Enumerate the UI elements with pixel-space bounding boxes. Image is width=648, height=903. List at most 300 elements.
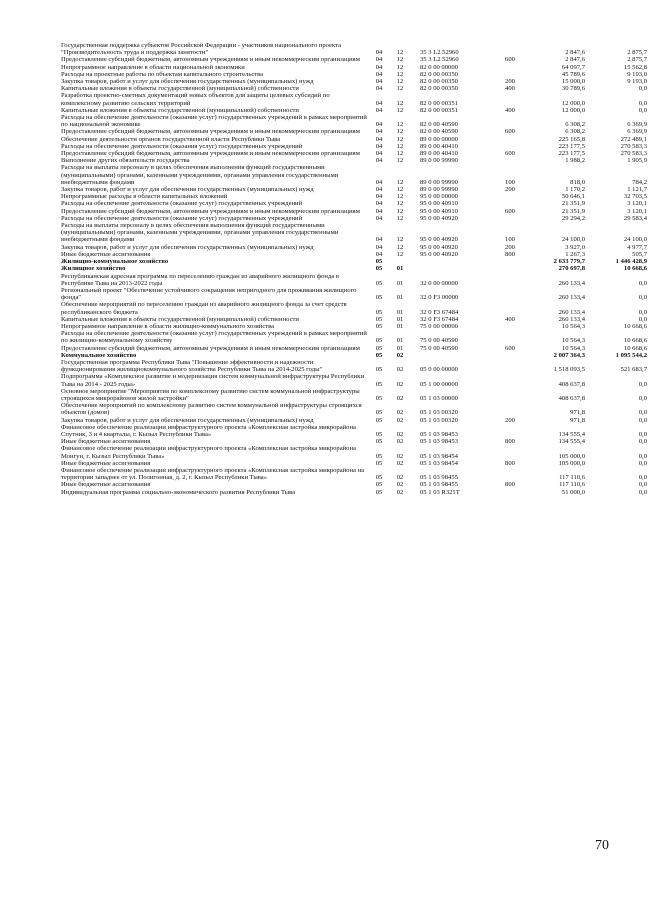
row-name: Республиканская адресная программа по переселению граждан из аварийного жилищного фонда в Республике Тыва на 2013-2022 годы	[61, 272, 340, 287]
row-sum-year-1: 2 007 364,3	[553, 351, 585, 359]
row-expense-type	[496, 445, 524, 459]
row-expense-type: 600	[505, 128, 515, 136]
row-expense-type: 800	[505, 481, 515, 489]
row-subsection: 01	[396, 308, 404, 316]
row-sum-year-2: 2 875,7	[627, 56, 647, 64]
table-row	[60, 273, 648, 287]
row-name: Закупка товаров, работ и услуг для обеспечения государственных (муниципальных) нужд	[61, 243, 314, 251]
row-name: Разработка проектно-сметных документаций новых объектов для защиты целевых субсидий по комплексному развитию сельских территорий	[61, 92, 330, 107]
row-target-article: 05 1 03 00320	[420, 416, 458, 424]
row-target-article: 95 0 00 00000	[420, 193, 458, 201]
row-sum-year-1: 10 564,3	[561, 344, 585, 352]
row-sum-year-1: 1 267,3	[565, 250, 585, 258]
row-section: 04	[375, 121, 383, 129]
row-section: 05	[375, 315, 383, 323]
row-section: 04	[375, 250, 383, 258]
row-name: Расходы на обеспечение деятельности (оказание услуг) государственных учреждений	[61, 214, 303, 222]
row-expense-type	[496, 258, 524, 265]
row-sum-year-1: 971,8	[570, 416, 585, 424]
row-section: 05	[375, 438, 383, 446]
row-sum-year-2: 32 703,5	[623, 193, 647, 201]
table-row	[60, 251, 648, 258]
row-target-article: 89 0 00 40410	[420, 150, 458, 158]
row-sum-year-2: 1 905,9	[627, 157, 647, 165]
row-section: 05	[375, 416, 383, 424]
row-sum-year-2: 521 683,7	[620, 366, 647, 374]
row-name: Предоставление субсидий бюджетным, автономным учреждениям и иным некоммерческим организациям	[61, 207, 360, 215]
row-expense-type: 100	[505, 178, 515, 186]
row-subsection: 01	[396, 322, 404, 330]
row-subsection: 12	[396, 49, 404, 57]
row-name: Выполнение других обязательств государства	[61, 157, 190, 165]
row-sum-year-2: 10 668,6	[623, 337, 647, 345]
row-expense-type: 600	[505, 344, 515, 352]
row-subsection: 02	[396, 380, 404, 388]
row-section: 05	[375, 474, 383, 482]
row-section: 05	[375, 279, 383, 287]
row-target-article: 05 1 03 00320	[420, 409, 458, 417]
row-section: 05	[375, 322, 383, 330]
row-sum-year-1: 21 351,9	[561, 200, 585, 208]
row-sum-year-1: 1 518 093,5	[553, 366, 585, 374]
row-target-article: 89 0 00 99990	[420, 186, 458, 194]
row-sum-year-2: 3 120,1	[627, 207, 647, 215]
row-name: Закупка товаров, работ и услуг для обеспечения государственных (муниципальных) нужд	[61, 78, 314, 86]
row-sum-year-1: 51 000,0	[561, 488, 585, 496]
row-section: 04	[375, 56, 383, 64]
row-expense-type	[496, 42, 524, 56]
row-sum-year-2: 0,0	[638, 459, 647, 467]
row-target-article	[410, 258, 496, 265]
row-name: Непрограммные расходы в области капитальных вложений	[61, 193, 228, 201]
row-expense-type: 200	[505, 186, 515, 194]
table-row	[60, 323, 648, 330]
row-subsection: 02	[396, 409, 404, 417]
row-expense-type: 800	[505, 250, 515, 258]
row-sum-year-1: 225 165,8	[558, 135, 585, 143]
row-name: Обеспечение мероприятий по переселению граждан из аварийного жилищного фонда за счет средств республиканского бюджета	[61, 301, 347, 316]
row-name: Финансовое обеспечение реализации инфраструктурного проекта «Комплексная застройка микрорайона Монгун, г. Кызыл Республики Тыва»	[61, 445, 356, 460]
row-target-article: 82 0 00 00350	[420, 78, 458, 86]
row-name: Финансовое обеспечение реализации инфраструктурного проекта «Комплексная застройка микрорайона Спутник, 3 и 4 кварталы, г. Кызыл Республики Тыва»	[61, 423, 356, 438]
row-target-article: 35 3 L2 52960	[420, 56, 459, 64]
row-sum-year-2: 9 193,0	[627, 78, 647, 86]
row-expense-type	[496, 323, 524, 330]
row-section: 04	[375, 70, 383, 78]
row-sum-year-1: 270 697,8	[558, 265, 585, 273]
row-sum-year-2: 0,0	[638, 409, 647, 417]
table-row	[60, 56, 648, 63]
row-expense-type	[496, 402, 524, 416]
row-section: 04	[375, 135, 383, 143]
row-name: Иные бюджетные ассигнования	[61, 250, 151, 258]
row-expense-type	[496, 352, 524, 359]
row-section: 05	[375, 459, 383, 467]
row-sum-year-1: 2 847,6	[565, 49, 585, 57]
row-sum-year-2: 24 100,0	[623, 236, 647, 244]
row-section: 04	[375, 236, 383, 244]
row-sum-year-1: 3 927,0	[565, 243, 585, 251]
row-sum-year-1: 260 133,4	[558, 315, 585, 323]
table-row	[60, 489, 648, 496]
row-expense-type	[496, 215, 524, 222]
row-expense-type	[496, 64, 524, 71]
row-name: Расходы на обеспечение деятельности (оказание услуг) государственных учреждений в рамках мероприятий по жилищно-коммунальному хозяйству	[61, 330, 367, 345]
row-name: Подпрограмма «Комплексное развитие и модернизация систем коммунальной инфраструктуры Республики Тыва на 2014 - 2025 годы»	[61, 373, 364, 388]
row-subsection: 12	[396, 128, 404, 136]
table-row	[60, 388, 648, 402]
table-row	[60, 244, 648, 251]
row-sum-year-2: 9 193,0	[627, 70, 647, 78]
table-row	[60, 78, 648, 85]
row-section: 05	[375, 366, 383, 374]
table-row	[60, 107, 648, 114]
row-section: 05	[375, 265, 383, 273]
row-sum-year-1: 134 555,4	[558, 438, 585, 446]
row-name: Непрограммное направление в области национальной экономики	[61, 63, 245, 71]
row-subsection: 12	[396, 150, 404, 158]
row-section: 04	[375, 186, 383, 194]
table-row	[60, 215, 648, 222]
row-sum-year-2: 0,0	[638, 99, 647, 107]
row-sum-year-2: 0,0	[638, 430, 647, 438]
row-target-article: 82 0 00 00351	[420, 106, 458, 114]
row-sum-year-2: 10 668,6	[623, 322, 647, 330]
row-subsection: 12	[396, 186, 404, 194]
table-row	[60, 481, 648, 488]
row-section: 05	[375, 481, 383, 489]
row-name: Жилищное хозяйство	[61, 265, 126, 273]
row-name: Предоставление субсидий бюджетным, автономным учреждениям и иным некоммерческим организациям	[61, 344, 360, 352]
row-subsection: 01	[396, 265, 404, 273]
row-target-article: 82 0 00 00350	[420, 85, 458, 93]
row-subsection: 12	[396, 207, 404, 215]
row-name: Обеспечение деятельности органов государственной власти Республики Тыва	[61, 135, 281, 143]
row-expense-type: 100	[505, 236, 515, 244]
row-expense-type	[496, 71, 524, 78]
row-section: 04	[375, 200, 383, 208]
row-expense-type	[496, 359, 524, 373]
row-subsection: 12	[396, 142, 404, 150]
row-target-article: 82 0 00 00350	[420, 70, 458, 78]
row-sum-year-2: 1 121,7	[627, 186, 647, 194]
row-subsection: 02	[396, 430, 404, 438]
row-expense-type	[496, 287, 524, 301]
row-target-article: 89 0 00 00000	[420, 135, 458, 143]
row-sum-year-2: 272 489,1	[620, 135, 647, 143]
row-sum-year-1: 6 308,2	[565, 128, 585, 136]
row-name: Предоставление субсидий бюджетным, автономным учреждениям и иным некоммерческим организациям	[61, 128, 360, 136]
row-subsection: 12	[396, 63, 404, 71]
table-row	[60, 150, 648, 157]
row-sum-year-2: 0,0	[638, 481, 647, 489]
row-sum-year-2: 29 583,4	[623, 214, 647, 222]
table-row	[60, 316, 648, 323]
row-sum-year-2: 0,0	[638, 438, 647, 446]
row-subsection: 12	[396, 200, 404, 208]
row-name: Иные бюджетные ассигнования	[61, 438, 151, 446]
row-sum-year-1: 30 789,6	[561, 85, 585, 93]
row-section: 05	[375, 344, 383, 352]
row-target-article: 32 0 F3 00000	[420, 294, 459, 302]
row-sum-year-1: 50 646,1	[561, 193, 585, 201]
row-sum-year-2: 15 562,8	[623, 63, 647, 71]
row-sum-year-2: 0,0	[638, 452, 647, 460]
row-target-article: 89 0 00 99990	[420, 157, 458, 165]
budget-table	[60, 42, 648, 496]
row-expense-type	[496, 273, 524, 287]
row-sum-year-1: 21 351,9	[561, 207, 585, 215]
table-row	[60, 114, 648, 128]
row-expense-type: 200	[505, 243, 515, 251]
row-target-article: 05 1 03 98454	[420, 459, 458, 467]
row-target-article: 05 1 00 00000	[420, 380, 458, 388]
row-sum-year-1: 408 637,8	[558, 394, 585, 402]
row-section: 04	[375, 157, 383, 165]
row-section: 05	[375, 258, 383, 266]
row-name: Расходы на выплаты персоналу в целях обеспечения выполнения функций государственными (муниципальными) органами, казенными учреждениями, органами управления государственными внебюджетными фондами	[61, 164, 339, 186]
row-name: Иные бюджетные ассигнования	[61, 459, 151, 467]
row-sum-year-1: 105 000,0	[558, 459, 585, 467]
row-subsection: 12	[396, 56, 404, 64]
table-row	[60, 424, 648, 438]
row-section: 04	[375, 99, 383, 107]
row-section: 04	[375, 178, 383, 186]
row-expense-type	[496, 388, 524, 402]
row-expense-type	[496, 467, 524, 481]
row-sum-year-2: 0,0	[638, 474, 647, 482]
row-name: Индивидуальная программа социально-экономического развития Республики Тыва	[61, 488, 296, 496]
row-sum-year-1: 64 097,7	[561, 63, 585, 71]
row-section: 05	[375, 337, 383, 345]
table-row	[60, 208, 648, 215]
row-subsection: 12	[396, 178, 404, 186]
row-target-article: 05 1 03 98454	[420, 452, 458, 460]
row-target-article: 05 1 03 98455	[420, 481, 458, 489]
row-sum-year-1: 117 110,6	[559, 481, 585, 489]
row-name: Коммунальное хозяйство	[61, 351, 137, 359]
row-sum-year-2: 270 583,3	[620, 150, 647, 158]
row-target-article: 32 0 00 00000	[420, 279, 458, 287]
table-row	[60, 345, 648, 352]
table-row	[60, 157, 648, 164]
row-name: Расходы на обеспечение деятельности (оказание услуг) государственных учреждений в рамках мероприятий по национальной экономике	[61, 114, 367, 129]
row-sum-year-1: 260 133,4	[558, 279, 585, 287]
row-sum-year-1: 117 110,6	[559, 474, 585, 482]
row-expense-type: 200	[505, 78, 515, 86]
row-target-article: 82 0 00 40590	[420, 128, 458, 136]
row-section: 04	[375, 150, 383, 158]
row-target-article: 05 1 03 R321T	[420, 488, 460, 496]
row-sum-year-1: 223 177,5	[558, 150, 585, 158]
row-sum-year-1: 1 170,2	[565, 186, 585, 194]
row-target-article: 32 0 F3 67484	[420, 308, 459, 316]
row-sum-year-1: 223 177,5	[558, 142, 585, 150]
row-expense-type: 200	[505, 416, 515, 424]
table-row	[60, 258, 648, 265]
row-sum-year-2: 10 668,6	[623, 265, 647, 273]
row-sum-year-2: 505,7	[632, 250, 647, 258]
row-section: 04	[375, 49, 383, 57]
row-sum-year-1: 45 789,6	[561, 70, 585, 78]
row-sum-year-1: 2 633 779,7	[553, 258, 585, 266]
row-subsection: 02	[396, 351, 404, 359]
row-expense-type: 600	[505, 150, 515, 158]
table-row	[60, 164, 648, 186]
row-name: Региональный проект "Обеспечение устойчивого сокращения непригодного для проживания жилищного фонда"	[61, 286, 357, 302]
row-subsection: 02	[396, 416, 404, 424]
row-sum-year-2: 1 095 544,2	[615, 351, 647, 359]
row-expense-type	[496, 143, 524, 150]
row-sum-year-1: 2 847,6	[565, 56, 585, 64]
row-sum-year-2: 0,0	[638, 380, 647, 388]
row-expense-type: 600	[505, 56, 515, 64]
row-name: Финансовое обеспечение реализации инфраструктурного проекта «Комплексная застройка микрорайона на территории западнее от ул. Полигонная, д. 2, г. Кызыл Республики Тыва»	[61, 466, 365, 482]
row-sum-year-1: 12 000,0	[561, 106, 585, 114]
row-section: 04	[375, 243, 383, 251]
row-expense-type	[496, 114, 524, 128]
table-row	[60, 85, 648, 92]
row-sum-year-1: 10 564,3	[561, 337, 585, 345]
row-target-article: 89 0 00 99990	[420, 178, 458, 186]
row-name: Расходы на проектные работы по объектам капитального строительства	[61, 70, 264, 78]
row-sum-year-1: 105 000,0	[558, 452, 585, 460]
row-sum-year-2: 0,0	[638, 488, 647, 496]
row-sum-year-2: 0,0	[638, 294, 647, 302]
row-sum-year-1: 12 000,0	[561, 99, 585, 107]
row-sum-year-2: 0,0	[638, 315, 647, 323]
table-row	[60, 193, 648, 200]
row-subsection	[390, 258, 410, 265]
row-subsection: 12	[396, 99, 404, 107]
row-section: 05	[375, 294, 383, 302]
row-sum-year-2: 0,0	[638, 106, 647, 114]
row-expense-type	[496, 301, 524, 315]
row-name: Расходы на обеспечение деятельности (оказания услуг) государственных учреждений	[61, 142, 303, 150]
table-row	[60, 438, 648, 445]
row-name: Государственная поддержка субъектов Российской Федерации - участников национального проекта "Производительность труда и поддержка занятости"	[61, 42, 341, 57]
row-sum-year-2: 6 369,9	[627, 121, 647, 129]
table-row	[60, 222, 648, 244]
row-name: Капитальные вложения в объекты государственной (муниципальной) собственности	[61, 85, 299, 93]
row-name: Основное мероприятие "Мероприятия по комплексному развитию систем коммунальной инфраструктуры строящихся микрорайонов жилой застройки"	[61, 387, 360, 402]
row-section: 04	[375, 63, 383, 71]
row-target-article: 95 0 00 40920	[420, 250, 458, 258]
row-target-article: 89 0 00 40410	[420, 142, 458, 150]
table-row	[60, 64, 648, 71]
table-row	[60, 287, 648, 301]
row-subsection: 02	[396, 452, 404, 460]
table-row	[60, 417, 648, 424]
row-target-article	[410, 352, 496, 359]
row-sum-year-2: 0,0	[638, 308, 647, 316]
row-sum-year-1: 24 100,0	[561, 236, 585, 244]
table-row	[60, 136, 648, 143]
table-row	[60, 402, 648, 416]
row-subsection: 02	[396, 481, 404, 489]
row-sum-year-1: 408 637,8	[558, 380, 585, 388]
row-name: Расходы на обеспечение деятельности (оказание услуг) государственных учреждений	[61, 200, 303, 208]
row-sum-year-1: 134 555,4	[558, 430, 585, 438]
row-target-article: 75 0 00 40590	[420, 344, 458, 352]
row-expense-type: 600	[505, 207, 515, 215]
row-subsection: 12	[396, 121, 404, 129]
table-row	[60, 460, 648, 467]
row-subsection: 12	[396, 236, 404, 244]
row-expense-type	[496, 489, 524, 496]
row-subsection: 02	[396, 438, 404, 446]
row-subsection: 12	[396, 157, 404, 165]
table-row	[60, 373, 648, 387]
row-expense-type	[496, 136, 524, 143]
row-section: 04	[375, 193, 383, 201]
row-section: 05	[375, 380, 383, 388]
row-sum-year-2: 784,2	[632, 178, 647, 186]
row-target-article: 05 1 03 00000	[420, 394, 458, 402]
row-target-article: 82 0 00 40590	[420, 121, 458, 129]
row-sum-year-1: 818,0	[570, 178, 585, 186]
table-row	[60, 200, 648, 207]
table-row	[60, 445, 648, 459]
row-target-article: 05 0 00 00000	[420, 366, 458, 374]
row-sum-year-2: 3 120,1	[627, 200, 647, 208]
row-subsection: 12	[396, 70, 404, 78]
row-expense-type	[496, 330, 524, 344]
row-section: 05	[375, 409, 383, 417]
row-sum-year-1: 1 988,2	[565, 157, 585, 165]
table-row	[60, 92, 648, 106]
row-expense-type: 400	[505, 106, 515, 114]
table-row	[60, 186, 648, 193]
row-section: 04	[375, 78, 383, 86]
row-subsection: 12	[396, 243, 404, 251]
row-sum-year-1: 10 564,3	[561, 322, 585, 330]
row-subsection: 12	[396, 214, 404, 222]
row-sum-year-2: 10 668,6	[623, 344, 647, 352]
row-section: 05	[375, 452, 383, 460]
row-name: Расходы на выплаты персоналу в целях обеспечения выполнения функций государственными (муниципальными) органами, казенными учреждениями, органами управления государственными внебюджетными фондами	[61, 222, 339, 244]
table-row	[60, 359, 648, 373]
row-subsection: 12	[396, 85, 404, 93]
row-target-article: 05 1 03 98453	[420, 438, 458, 446]
row-sum-year-2: 0,0	[638, 279, 647, 287]
row-target-article: 32 0 F3 67484	[420, 315, 459, 323]
row-section: 05	[375, 488, 383, 496]
row-subsection: 12	[396, 193, 404, 201]
row-target-article: 82 0 00 00351	[420, 99, 458, 107]
row-sum-year-1: 15 000,0	[561, 78, 585, 86]
row-sum-year-2: 2 875,7	[627, 49, 647, 57]
row-subsection: 02	[396, 366, 404, 374]
row-name: Иные бюджетные ассигнования	[61, 481, 151, 489]
row-section: 04	[375, 214, 383, 222]
row-name: Капитальные вложения в объекты государственной (муниципальной) собственности	[61, 106, 299, 114]
row-subsection: 01	[396, 294, 404, 302]
row-target-article: 05 1 03 98455	[420, 474, 458, 482]
page-number: 70	[595, 838, 609, 853]
table-row	[60, 330, 648, 344]
row-expense-type: 400	[505, 85, 515, 93]
row-target-article: 75 0 00 40590	[420, 337, 458, 345]
row-section: 05	[375, 430, 383, 438]
row-sum-year-2: 0,0	[638, 394, 647, 402]
row-target-article: 05 1 03 98453	[420, 430, 458, 438]
row-section: 04	[375, 207, 383, 215]
row-sum-year-2: 0,0	[638, 85, 647, 93]
row-sum-year-1: 6 308,2	[565, 121, 585, 129]
row-subsection: 02	[396, 474, 404, 482]
row-name: Предоставление субсидий бюджетным, автономным учреждениям и иным некоммерческим организациям	[61, 56, 360, 64]
